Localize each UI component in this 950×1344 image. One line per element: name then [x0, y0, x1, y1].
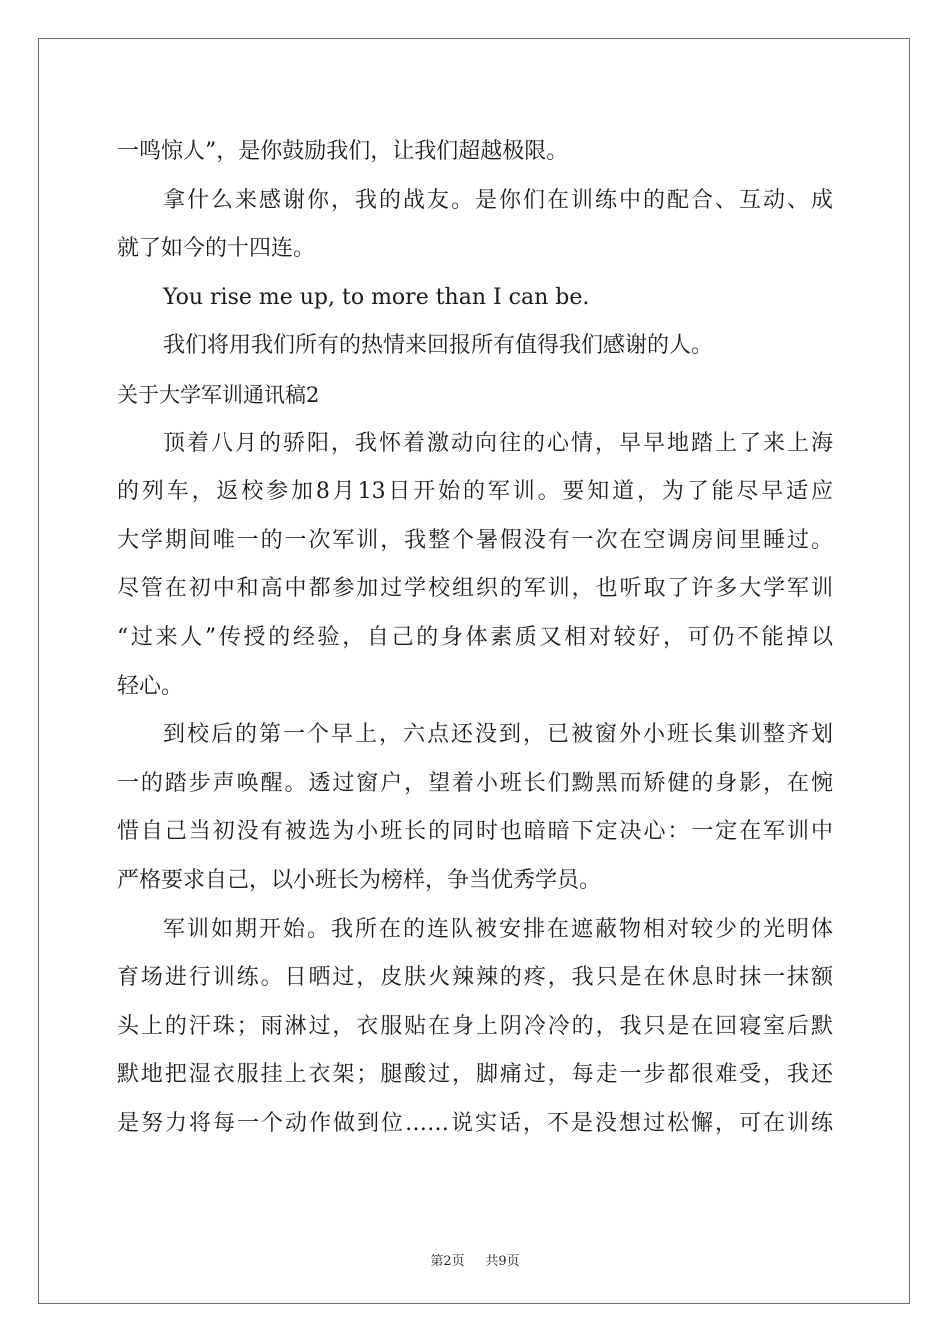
total-pages: 共9页	[485, 1254, 520, 1269]
text-line-1: 一鸣惊人”，是你鼓励我们，让我们超越极限。	[117, 139, 569, 164]
text-line-7: 顶着八月的骄阳，我怀着激动向往的心情，早早地踏上了来上海	[163, 430, 833, 456]
text-line-20: 默地把湿衣服挂上衣架；腿酸过，脚痛过，每走一步都很难受，我还	[117, 1062, 833, 1088]
text-line-17: 军训如期开始。我所在的连队被安排在遮蔽物相对较少的光明体	[163, 916, 833, 942]
text-line-3: 就了如今的十四连。	[117, 236, 316, 262]
text-line-18: 育场进行训练。日晒过，皮肤火辣辣的疼，我只是在休息时抹一抹额	[117, 965, 833, 991]
section-heading: 关于大学军训通讯稿2	[117, 382, 320, 407]
text-line-11: “过来人”传授的经验，自己的身体素质又相对较好，可仍不能掉以	[117, 624, 833, 650]
text-line-12: 轻心。	[117, 673, 184, 699]
text-line-9: 大学期间唯一的一次军训，我整个暑假没有一次在空调房间里睡过。	[117, 527, 833, 553]
text-line-19: 头上的汗珠；雨淋过，衣服贴在身上阴冷冷的，我只是在回寝室后默	[117, 1013, 833, 1039]
text-line-5: 我们将用我们所有的热情来回报所有值得我们感谢的人。	[163, 333, 714, 359]
text-line-16: 严格要求自己，以小班长为榜样，争当优秀学员。	[117, 867, 602, 893]
page-footer	[0, 1250, 950, 1269]
text-line-2: 拿什么来感谢你，我的战友。是你们在训练中的配合、互动、成	[163, 187, 833, 213]
page-number: 第2页	[430, 1254, 465, 1269]
footer-gap	[469, 1254, 481, 1269]
document-body	[117, 128, 833, 1148]
text-line-21: 是努力将每一个动作做到位……说实话，不是没想过松懈，可在训练	[117, 1110, 833, 1136]
text-line-10: 尽管在初中和高中都参加过学校组织的军训，也听取了许多大学军训	[117, 576, 833, 602]
text-line-14: 一的踏步声唤醒。透过窗户，望着小班长们黝黑而矫健的身影，在惋	[117, 770, 833, 796]
text-line-8: 的列车，返校参加8月13日开始的军训。要知道，为了能尽早适应	[117, 479, 833, 505]
text-line-4: You rise me up, to more than I can be.	[163, 284, 590, 310]
text-line-13: 到校后的第一个早上，六点还没到，已被窗外小班长集训整齐划	[163, 722, 833, 748]
text-line-15: 惜自己当初没有被选为小班长的同时也暗暗下定决心：一定在军训中	[117, 819, 833, 845]
